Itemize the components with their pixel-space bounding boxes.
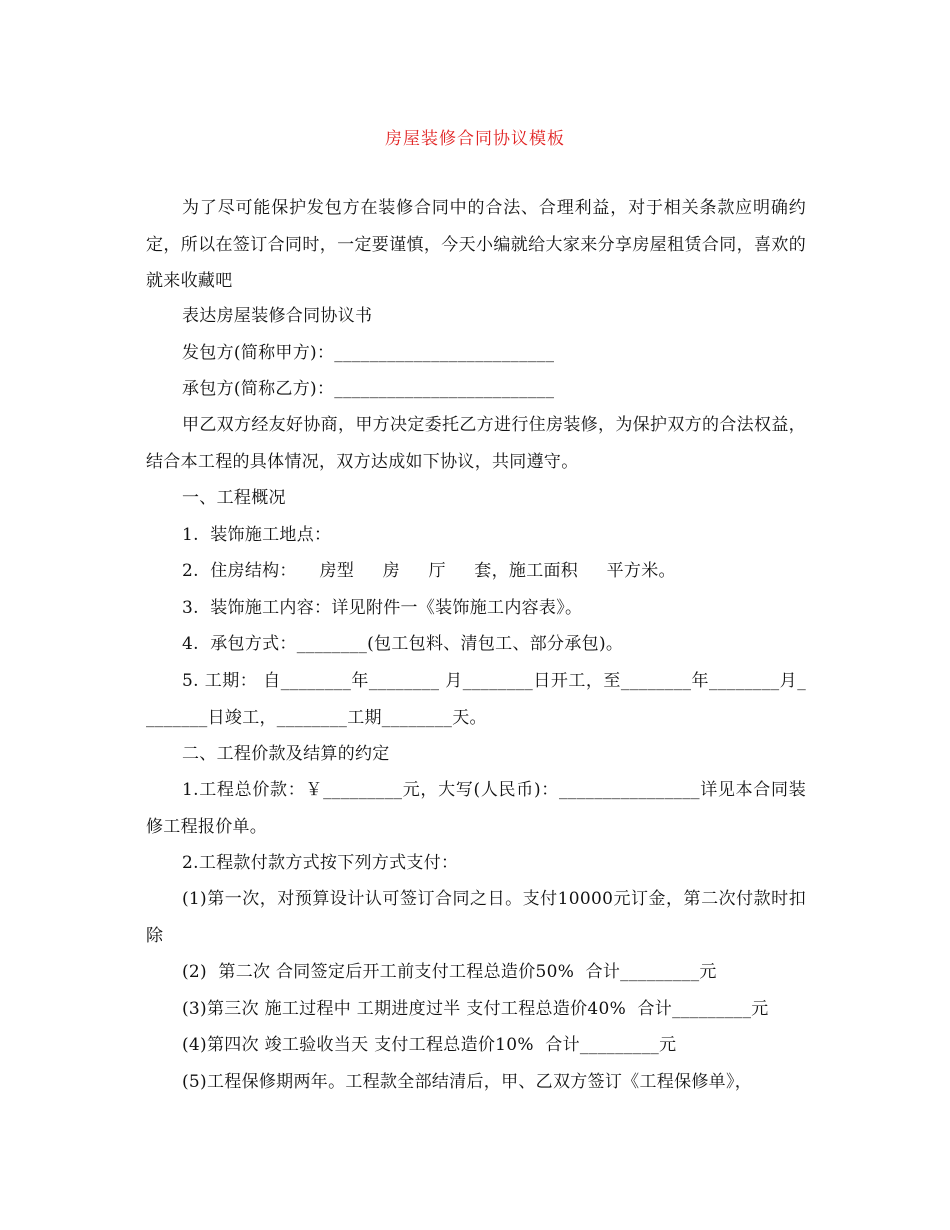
party-b-line: 承包方(简称乙方)：_________________________: [182, 379, 555, 399]
item-1-3: 3. 装饰施工内容：详见附件一《装饰施工内容表》。: [182, 598, 583, 618]
payment-4: (4)第四次 竣工验收当天 支付工程总造价10% 合计_________元: [182, 1035, 677, 1055]
payment-5: (5)工程保修期两年。工程款全部结清后，甲、乙双方签订《工程保修单》，: [182, 1072, 753, 1092]
intro-paragraph: 为了尽可能保护发包方在装修合同中的合法、合理利益，对于相关条款应明确约定，所以在签订合同时，一定要谨慎，今天小编就给大家来分享房屋租赁合同，喜欢的就来收藏吧: [146, 198, 806, 291]
party-a-line: 发包方(简称甲方)：_________________________: [182, 343, 555, 363]
payment-3: (3)第三次 施工过程中 工期进度过半 支付工程总造价40% 合计_________元: [182, 999, 769, 1019]
item-1-5: 5. 工期： 自________年________ 月________日开工，至________年________月________日竣工，________工期________天。: [146, 671, 806, 728]
document-title: 房屋装修合同协议模板: [385, 129, 565, 149]
item-2-1: 1.工程总价款：￥_________元，大写(人民币)：________________详见本合同装修工程报价单。: [146, 780, 806, 837]
preamble-paragraph: 甲乙双方经友好协商，甲方决定委托乙方进行住房装修，为保护双方的合法权益，结合本工程的具体情况，双方达成如下协议，共同遵守。: [146, 415, 806, 472]
doc-heading: 表达房屋装修合同协议书: [182, 306, 373, 326]
item-1-1: 1. 装饰施工地点：: [182, 525, 332, 545]
section-1-heading: 一、工程概况: [182, 488, 286, 508]
item-2-2: 2.工程款付款方式按下列方式支付：: [182, 853, 459, 873]
item-1-2: 2. 住房结构： 房型 房 厅 套，施工面积 平方米。: [182, 561, 676, 581]
section-2-heading: 二、工程价款及结算的约定: [182, 744, 390, 764]
item-1-4: 4. 承包方式：________(包工包料、清包工、部分承包)。: [182, 634, 624, 654]
payment-2: (2) 第二次 合同签定后开工前支付工程总造价50% 合计_________元: [182, 962, 717, 982]
payment-1: (1)第一次，对预算设计认可签订合同之日。支付10000元订金，第二次付款时扣除: [146, 889, 806, 946]
